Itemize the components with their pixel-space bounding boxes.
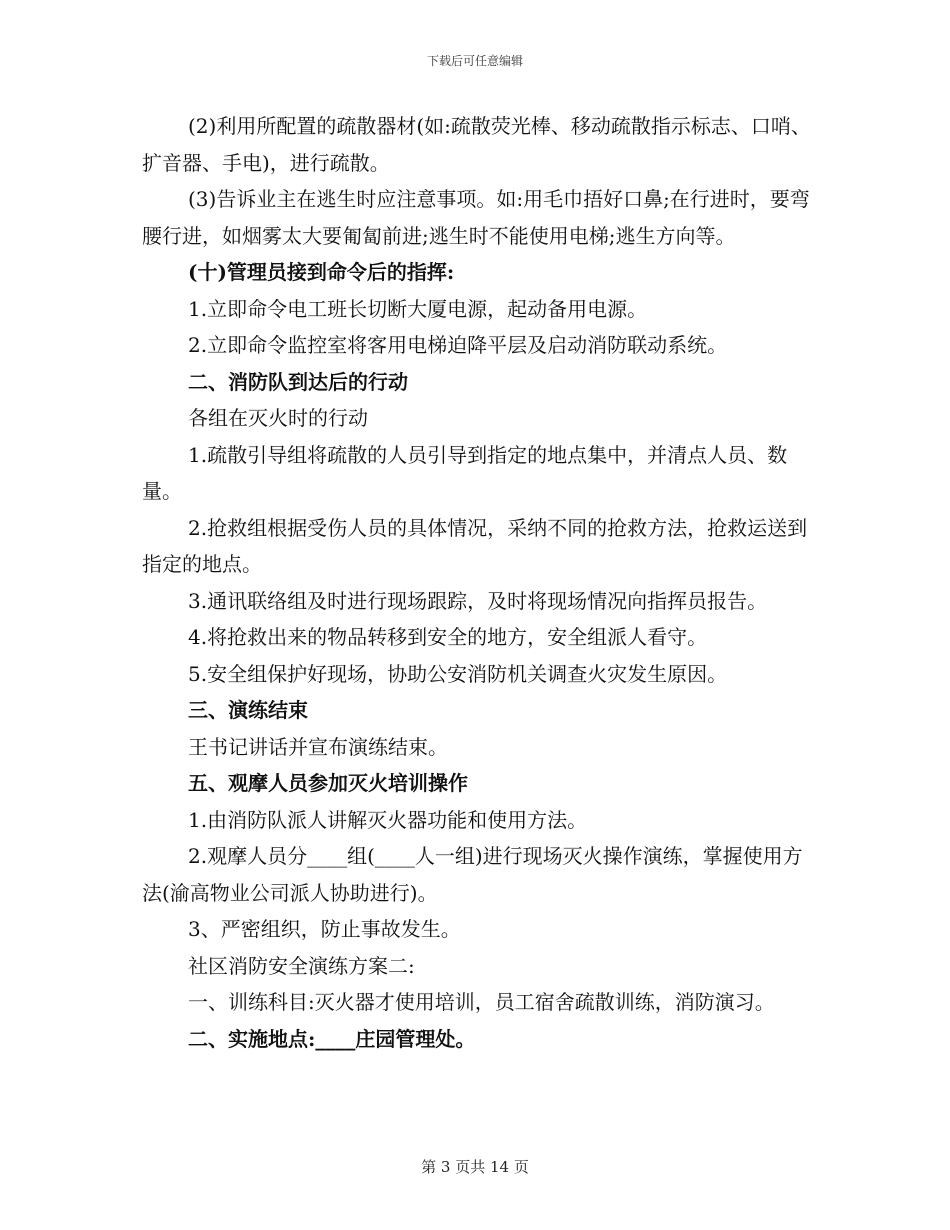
- paragraph-group-actions: 各组在灭火时的行动: [188, 406, 368, 430]
- document-body: [142, 108, 822, 1057]
- heading-drill-end: 三、演练结束: [188, 698, 308, 722]
- paragraph-rescued-items: 4.将抢救出来的物品转移到安全的地方，安全组派人看守。: [188, 625, 708, 649]
- paragraph-extinguisher-explanation: 1.由消防队派人讲解灭火器功能和使用方法。: [188, 807, 588, 832]
- page-header: 下载后可任意编辑: [426, 54, 523, 68]
- paragraph-closing-speech: 王书记讲话并宣布演练结束。: [188, 734, 448, 759]
- heading-fire-brigade-arrival: 二、消防队到达后的行动: [188, 369, 408, 394]
- paragraph-rescue-group: 2.抢救组根据受伤人员的具体情况，采纳不同的抢救方法，抢救运送到指定的地点。: [142, 515, 808, 576]
- paragraph-evacuation-equipment: (2)利用所配置的疏散器材(如:疏散荧光棒、移动疏散指示标志、口哨、扩音器、手电)，进行疏散。: [142, 114, 811, 175]
- heading-manager-command: (十)管理员接到命令后的指挥:: [188, 260, 455, 284]
- paragraph-escape-notes: (3)告诉业主在逃生时应注意事项。如:用毛巾捂好口鼻;在行进时，要弯腰行进，如烟雾太大要匍匐前进;逃生时不能使用电梯;逃生方向等。: [142, 187, 810, 248]
- paragraph-strict-organization: 3、严密组织，防止事故发生。: [188, 917, 461, 941]
- paragraph-cut-power: 1.立即命令电工班长切断大厦电源，起动备用电源。: [188, 296, 648, 321]
- paragraph-elevator-control: 2.立即命令监控室将客用电梯迫降平层及启动消防联动系统。: [188, 333, 728, 357]
- page-footer: 第 3 页共 14 页: [421, 1158, 529, 1176]
- heading-observer-training: 五、观摩人员参加灭火培训操作: [188, 771, 468, 795]
- paragraph-plan-two-title: 社区消防安全演练方案二:: [188, 953, 415, 978]
- paragraph-communication-group: 3.通讯联络组及时进行现场跟踪，及时将现场情况向指挥员报告。: [188, 588, 768, 613]
- paragraph-group-practice: 2.观摩人员分____组(____人一组)进行现场灭火操作演练，掌握使用方法(渝高物业公司派人协助进行)。: [142, 844, 803, 905]
- paragraph-protect-scene: 5.安全组保护好现场，协助公安消防机关调查火灾发生原因。: [188, 661, 728, 686]
- paragraph-evacuation-group: 1.疏散引导组将疏散的人员引导到指定的地点集中，并清点人员、数量。: [142, 442, 788, 503]
- paragraph-training-subjects: 一、训练科目:灭火器才使用培训，员工宿舍疏散训练，消防演习。: [188, 990, 775, 1014]
- heading-location: 二、实施地点:____庄园管理处。: [188, 1026, 476, 1051]
